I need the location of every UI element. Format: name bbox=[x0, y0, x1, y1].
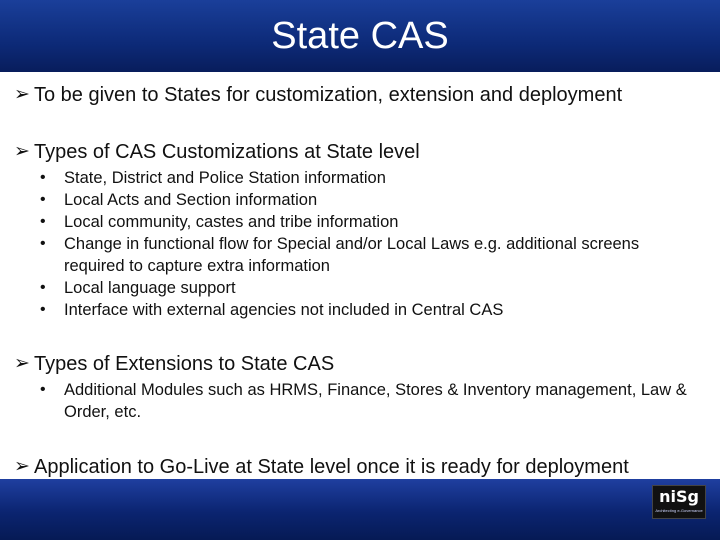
section-heading-text: Application to Go-Live at State level once it is ready for deployment bbox=[34, 456, 629, 478]
section-deployment bbox=[14, 82, 704, 108]
slide-content bbox=[14, 78, 704, 480]
section-customizations bbox=[14, 139, 704, 321]
arrow-bullet-icon: ➢ bbox=[14, 353, 30, 374]
extension-list bbox=[14, 379, 704, 423]
customization-list bbox=[14, 167, 704, 321]
section-go-live bbox=[14, 454, 704, 480]
bullet-dot-icon: • bbox=[40, 301, 46, 318]
arrow-bullet-icon: ➢ bbox=[14, 84, 30, 105]
section-heading-text: To be given to States for customization, extension and deployment bbox=[34, 84, 623, 106]
title-bar bbox=[0, 0, 720, 72]
logo-tagline: Architecting e-Governance bbox=[655, 508, 703, 513]
bullet-dot-icon: • bbox=[40, 279, 46, 296]
section-heading bbox=[14, 454, 704, 480]
bullet-dot-icon: • bbox=[40, 381, 46, 398]
nisg-logo bbox=[652, 485, 706, 519]
bullet-dot-icon: • bbox=[40, 191, 46, 208]
section-heading-text: Types of Extensions to State CAS bbox=[34, 353, 335, 375]
list-item: • Local community, castes and tribe information bbox=[40, 213, 399, 231]
arrow-bullet-icon: ➢ bbox=[14, 456, 30, 477]
bullet-dot-icon: • bbox=[40, 213, 46, 230]
list-item: • Change in functional flow for Special and/or Local Laws e.g. additional screens required to capture extra information bbox=[40, 235, 640, 275]
list-item: • Local language support bbox=[40, 279, 236, 297]
list-item: • State, District and Police Station information bbox=[40, 169, 386, 187]
section-heading bbox=[14, 139, 704, 165]
section-extensions bbox=[14, 351, 704, 423]
section-heading bbox=[14, 82, 704, 108]
list-item: • Local Acts and Section information bbox=[40, 191, 318, 209]
list-item: • Interface with external agencies not included in Central CAS bbox=[40, 301, 504, 319]
section-heading bbox=[14, 351, 704, 377]
list-item: • Additional Modules such as HRMS, Finance, Stores & Inventory management, Law & Order, etc. bbox=[40, 381, 687, 421]
slide-title: State CAS bbox=[271, 15, 449, 57]
section-heading-text: Types of CAS Customizations at State level bbox=[34, 141, 420, 163]
bullet-dot-icon: • bbox=[40, 169, 46, 186]
bullet-dot-icon: • bbox=[40, 235, 46, 252]
arrow-bullet-icon: ➢ bbox=[14, 141, 30, 162]
footer-bar bbox=[0, 479, 720, 540]
logo-mark: niSg bbox=[659, 487, 699, 506]
